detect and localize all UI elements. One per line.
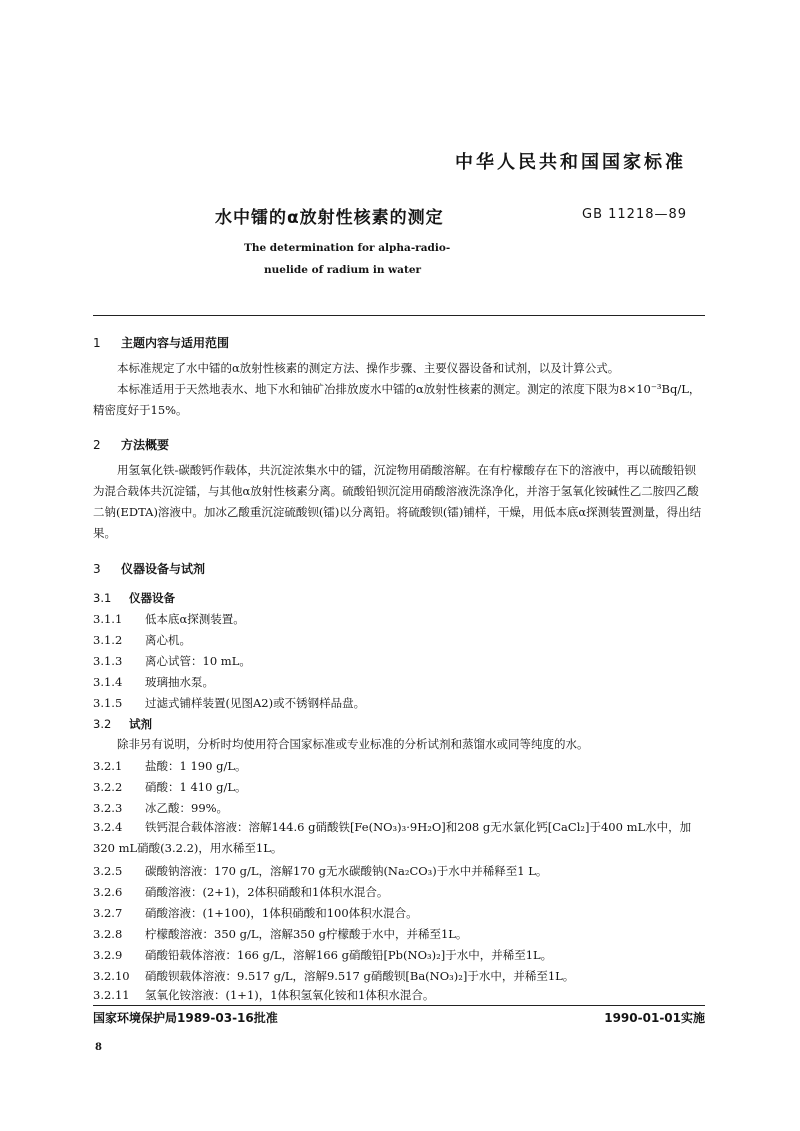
effective-date: 1990-01-01实施	[604, 1011, 705, 1025]
subsection-title: 试剂	[129, 717, 152, 731]
section-2-heading	[93, 436, 169, 453]
section-number: 3	[93, 562, 101, 576]
section-title: 方法概要	[121, 438, 170, 452]
english-title-line-2: nuelide of radium in water	[264, 264, 422, 276]
list-item	[93, 632, 191, 648]
item-text: 硝酸铅载体溶液：166 g/L，溶解166 g硝酸铅[Pb(NO₃)₂]于水中，并稀至1L。	[145, 948, 553, 962]
item-number: 3.1.5	[93, 696, 123, 710]
list-item	[93, 674, 214, 690]
item-number: 3.2.4	[93, 820, 123, 834]
item-text: 玻璃抽水泵。	[145, 675, 214, 689]
item-text: 硝酸钡载体溶液：9.517 g/L，溶解9.517 g硝酸钡[Ba(NO₃)₂]于水中，并稀至1L。	[145, 969, 575, 983]
subsection-3-1-heading	[93, 590, 175, 606]
approval-date: 国家环境保护局1989-03-16批准	[93, 1011, 278, 1025]
item-number: 3.2.7	[93, 906, 123, 920]
section-3-heading	[93, 560, 205, 577]
item-number: 3.1.3	[93, 654, 123, 668]
item-text: 柠檬酸溶液：350 g/L，溶解350 g柠檬酸于水中，并稀至1L。	[145, 927, 468, 941]
section-1-heading	[93, 334, 229, 351]
item-text: 过滤式铺样装置(见图A2)或不锈钢样品盘。	[145, 696, 366, 710]
list-item	[93, 884, 388, 900]
list-item	[93, 817, 705, 859]
header-divider	[93, 315, 705, 316]
section-number: 2	[93, 438, 101, 452]
item-text: 硝酸：1 410 g/L。	[145, 780, 247, 794]
item-text: 冰乙酸：99%。	[145, 801, 229, 815]
item-text: 碳酸钠溶液：170 g/L，溶解170 g无水碳酸钠(Na₂CO₃)于水中并稀释至1 L。	[145, 864, 548, 878]
paragraph: 本标准适用于天然地表水、地下水和铀矿冶排放废水中镭的α放射性核素的测定。测定的浓度下限为8×10⁻³Bq/L，精密度好于15%。	[93, 382, 701, 417]
item-text: 离心机。	[145, 633, 191, 647]
list-item	[93, 863, 547, 879]
list-item	[93, 653, 251, 669]
standard-title: 中华人民共和国国家标准	[455, 152, 686, 173]
item-number: 3.1.2	[93, 633, 123, 647]
item-number: 3.2.10	[93, 969, 130, 983]
paragraph: 用氢氧化铁-碳酸钙作载体，共沉淀浓集水中的镭，沉淀物用硝酸溶解。在有柠檬酸存在下的溶液中，再以硫酸铅钡为混合载体共沉淀镭，与其他α放射性核素分离。硫酸铅钡沉淀用硝酸溶液洗涤净化，并溶于氢氧化铵碱性乙二胺四乙酸二钠(EDTA)溶液中。加冰乙酸重沉淀硫酸钡(镭)以分离铅。将硫酸钡(镭)铺样，干燥，用低本底α探测装置测量，得出结果。	[93, 463, 702, 540]
section-number: 1	[93, 336, 101, 350]
gb-code: GB 11218—89	[582, 207, 688, 222]
document-title: 水中镭的α放射性核素的测定	[215, 208, 444, 228]
item-number: 3.2.5	[93, 864, 123, 878]
subsection-number: 3.2	[93, 717, 112, 731]
item-number: 3.2.8	[93, 927, 123, 941]
list-item	[93, 758, 246, 774]
section-title: 仪器设备与试剂	[121, 562, 206, 576]
item-number: 3.2.11	[93, 988, 130, 1002]
list-item	[93, 947, 552, 963]
list-item	[93, 779, 246, 795]
list-item	[93, 695, 365, 711]
item-text: 硝酸溶液：(1+100)，1体积硝酸和100体积水混合。	[145, 906, 418, 920]
list-item	[93, 926, 467, 942]
item-text: 硝酸溶液：(2+1)，2体积硝酸和1体积水混合。	[145, 885, 389, 899]
list-item	[93, 968, 574, 984]
item-number: 3.2.1	[93, 759, 123, 773]
paragraph: 本标准规定了水中镭的α放射性核素的测定方法、操作步骤、主要仪器设备和试剂，以及计算公式。	[117, 361, 620, 375]
list-item	[93, 800, 228, 816]
paragraph: 除非另有说明，分析时均使用符合国家标准或专业标准的分析试剂和蒸馏水或同等纯度的水。	[117, 737, 589, 751]
item-text: 氢氧化铵溶液：(1+1)，1体积氢氧化铵和1体积水混合。	[145, 988, 435, 1002]
section-title: 主题内容与适用范围	[121, 336, 230, 350]
subsection-number: 3.1	[93, 591, 112, 605]
item-text: 离心试管：10 mL。	[145, 654, 251, 668]
item-number: 3.1.1	[93, 612, 123, 626]
footer-divider	[93, 1005, 705, 1006]
item-text: 铁钙混合载体溶液：溶解144.6 g硝酸铁[Fe(NO₃)₃·9H₂O]和208 g无水氯化钙[CaCl₂]于400 mL水中，加320 mL硝酸(3.2.2)，用水稀至1L。	[93, 820, 692, 855]
item-number: 3.1.4	[93, 675, 123, 689]
section-1-body	[93, 358, 705, 421]
reagent-intro	[93, 734, 705, 755]
list-item	[93, 611, 245, 627]
item-text: 盐酸：1 190 g/L。	[145, 759, 247, 773]
subsection-3-2-heading	[93, 716, 152, 732]
page-number: 8	[95, 1042, 102, 1053]
item-number: 3.2.3	[93, 801, 123, 815]
list-item	[93, 987, 434, 1003]
item-number: 3.2.9	[93, 948, 123, 962]
list-item	[93, 905, 418, 921]
english-title-line-1: The determination for alpha-radio-	[244, 242, 451, 254]
subsection-title: 仪器设备	[129, 591, 175, 605]
section-2-body	[93, 460, 705, 544]
item-number: 3.2.6	[93, 885, 123, 899]
item-text: 低本底α探测装置。	[145, 612, 245, 626]
item-number: 3.2.2	[93, 780, 123, 794]
